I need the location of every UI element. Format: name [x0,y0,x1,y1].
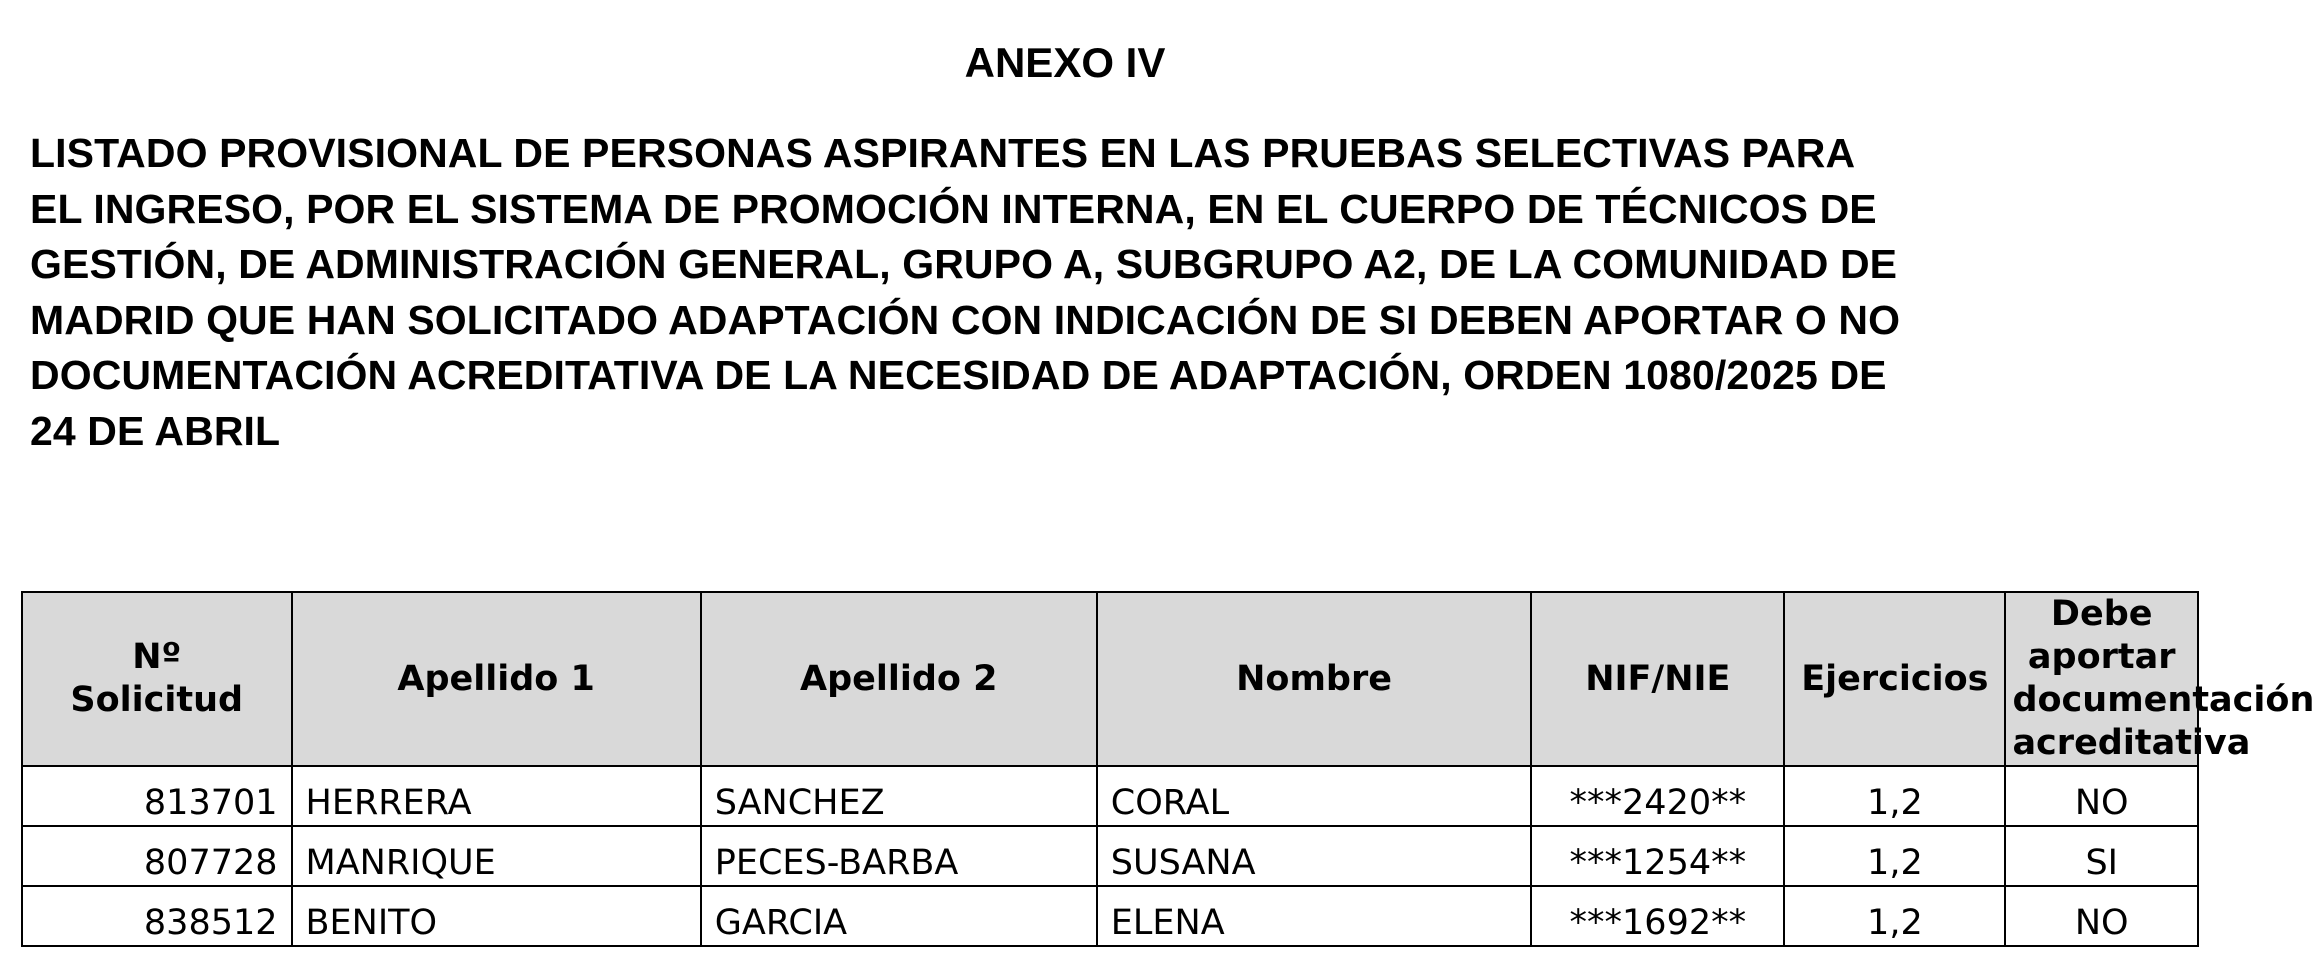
cell-apellido2: SANCHEZ [701,766,1097,826]
document-title-line: EL INGRESO, POR EL SISTEMA DE PROMOCIÓN INTERNA, EN EL CUERPO DE TÉCNICOS DE [30,185,1877,232]
cell-nif: ***2420** [1531,766,1784,826]
document-title-line: GESTIÓN, DE ADMINISTRACIÓN GENERAL, GRUPO A, SUBGRUPO A2, DE LA COMUNIDAD DE [30,241,1898,287]
column-header-nombre: Nombre [1097,592,1532,766]
column-header-aportar [2005,592,2314,766]
table-header [22,592,2314,766]
document-title-line: LISTADO PROVISIONAL DE PERSONAS ASPIRANTES EN LAS PRUEBAS SELECTIVAS PARA [30,130,1856,176]
column-header-apellido1: Apellido 1 [292,592,701,766]
column-header-nif: NIF/NIE [1531,592,1784,766]
column-header-solicitud [22,592,292,766]
cell-aportar: NO [2005,766,2198,826]
document-title-line: DOCUMENTACIÓN ACREDITATIVA DE LA NECESIDAD DE ADAPTACIÓN, ORDEN 1080/2025 DE [30,352,1887,398]
table-row [22,766,2198,826]
applicants-table [21,591,2314,947]
cell-ejercicios: 1,2 [1784,886,2005,946]
table-row [22,886,2198,946]
column-header-line: Nº [132,637,182,677]
document-title-line: 24 DE ABRIL [30,407,281,454]
document-title-line: MADRID QUE HAN SOLICITADO ADAPTACIÓN CON INDICACIÓN DE SI DEBEN APORTAR O NO [30,296,1901,343]
cell-apellido1: HERRERA [292,766,701,826]
cell-ejercicios: 1,2 [1784,826,2005,886]
cell-nombre: ELENA [1097,886,1532,946]
header-row [22,592,2198,766]
column-header-line: Debe aportar [2027,594,2176,677]
cell-aportar: NO [2005,886,2198,946]
column-header-line: acreditativa [2012,723,2251,763]
cell-solicitud: 838512 [22,886,292,946]
cell-ejercicios: 1,2 [1784,766,2005,826]
cell-nif: ***1692** [1531,886,1784,946]
annex-title: ANEXO IV [964,39,1166,86]
cell-nombre: SUSANA [1097,826,1532,886]
cell-nombre: CORAL [1097,766,1532,826]
table-row [22,826,2198,886]
cell-solicitud: 813701 [22,766,292,826]
cell-solicitud: 807728 [22,826,292,886]
document-title [30,126,2140,459]
cell-apellido2: PECES-BARBA [701,826,1097,886]
cell-apellido1: BENITO [292,886,701,946]
cell-apellido1: MANRIQUE [292,826,701,886]
column-header-line: documentación [2012,680,2314,720]
cell-apellido2: GARCIA [701,886,1097,946]
column-header-line: Solicitud [70,680,244,720]
cell-aportar: SI [2005,826,2198,886]
table-body [22,766,2198,946]
cell-nif: ***1254** [1531,826,1784,886]
column-header-apellido2: Apellido 2 [701,592,1097,766]
column-header-ejercicios: Ejercicios [1784,592,2005,766]
